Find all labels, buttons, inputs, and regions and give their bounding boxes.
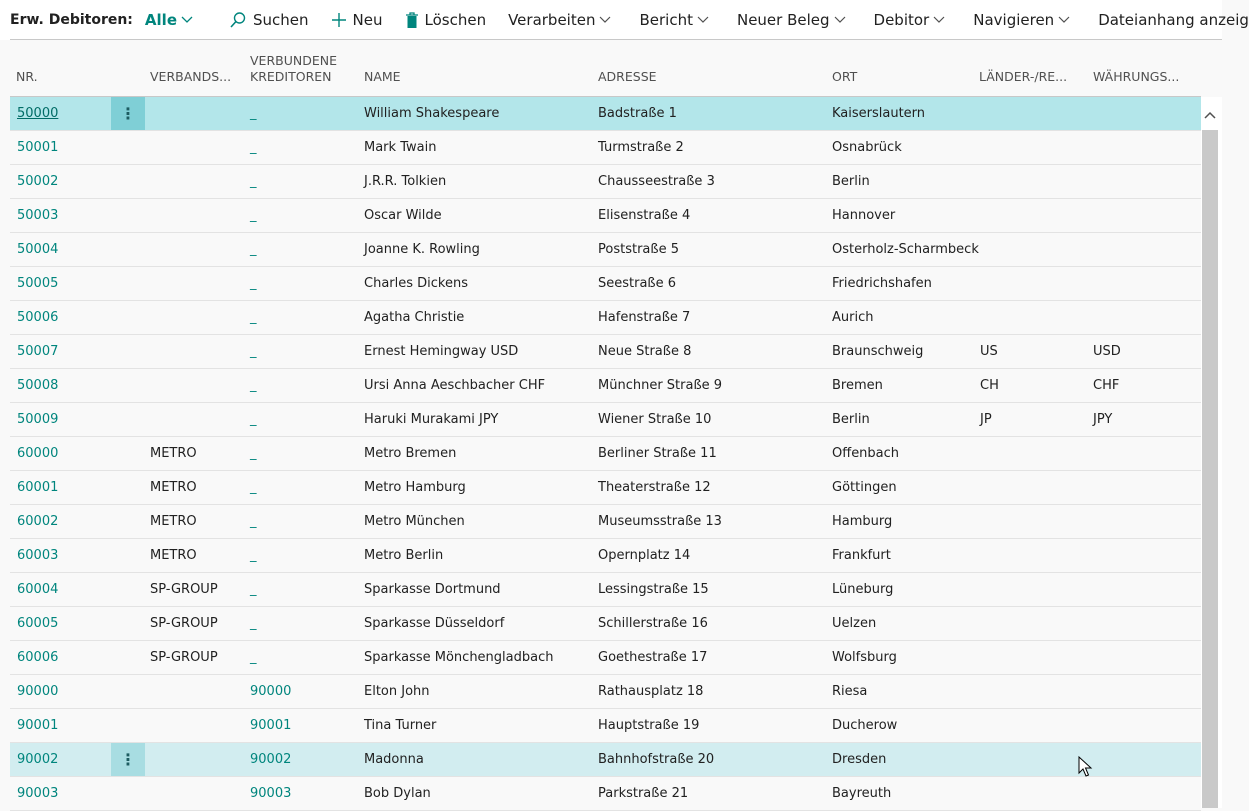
cell-nr-link[interactable]: 50008	[17, 378, 59, 393]
cell-adresse: Parkstraße 21	[598, 786, 689, 801]
cell-verband: METRO	[150, 446, 197, 461]
cell-nr-link[interactable]: 50006	[17, 310, 59, 325]
cell-nr-link[interactable]: 50007	[17, 344, 59, 359]
table-row[interactable]	[10, 335, 1201, 369]
col-header-kreditoren-line2[interactable]: KREDITOREN	[250, 69, 332, 84]
cell-adresse: Elisenstraße 4	[598, 208, 691, 223]
cell-verbundene-kreditoren[interactable]: 90001	[250, 718, 292, 733]
cell-nr-link[interactable]: 60000	[17, 446, 59, 461]
cell-name: Sparkasse Dortmund	[364, 582, 501, 597]
cell-adresse: Neue Straße 8	[598, 344, 692, 359]
cell-nr-link[interactable]: 60002	[17, 514, 59, 529]
cell-adresse: Hafenstraße 7	[598, 310, 691, 325]
chevron-down-icon	[181, 16, 193, 24]
cell-verbundene-kreditoren[interactable]: _	[250, 378, 257, 393]
cell-adresse: Münchner Straße 9	[598, 378, 723, 393]
cell-nr-link[interactable]: 60006	[17, 650, 59, 665]
cell-name: Agatha Christie	[364, 310, 465, 325]
cell-verbundene-kreditoren[interactable]: _	[250, 548, 257, 563]
cell-name: William Shakespeare	[364, 106, 500, 121]
cell-waehrung: JPY	[1093, 412, 1113, 427]
process-menu[interactable]	[508, 11, 617, 29]
view-filter-label: Alle	[144, 11, 177, 29]
cell-name: Sparkasse Düsseldorf	[364, 616, 505, 631]
table-row[interactable]	[10, 573, 1201, 607]
new-button[interactable]	[331, 11, 383, 29]
cell-ort: Hamburg	[832, 514, 893, 529]
new-button-label: Neu	[352, 11, 383, 29]
row-actions-menu-icon[interactable]: ⋮	[111, 97, 145, 130]
table-row[interactable]	[10, 505, 1201, 539]
cell-ort: Aurich	[832, 310, 874, 325]
cell-name: Madonna	[364, 752, 424, 767]
cell-nr-link[interactable]: 50005	[17, 276, 59, 291]
table-row[interactable]	[10, 97, 1201, 131]
table-row[interactable]	[10, 777, 1201, 811]
cell-adresse: Goethestraße 17	[598, 650, 708, 665]
cell-verbundene-kreditoren[interactable]: _	[250, 480, 257, 495]
action-bar	[0, 0, 1249, 40]
cell-ort: Ducherow	[832, 718, 898, 733]
cell-ort: Osterholz-Scharmbeck	[832, 242, 979, 257]
cell-name: Elton John	[364, 684, 430, 699]
customer-menu-label: Debitor	[873, 11, 930, 29]
cell-verbundene-kreditoren[interactable]: _	[250, 140, 257, 155]
col-header-nr[interactable]: NR.	[16, 69, 38, 84]
table-row[interactable]	[10, 641, 1201, 675]
cell-ort: Offenbach	[832, 446, 900, 461]
cell-verbundene-kreditoren[interactable]: _	[250, 514, 257, 529]
cell-name: Joanne K. Rowling	[364, 242, 480, 257]
table-row[interactable]	[10, 403, 1201, 437]
cell-name: Tina Turner	[364, 718, 437, 733]
cell-adresse: Seestraße 6	[598, 276, 677, 291]
table-row[interactable]	[10, 369, 1201, 403]
cell-verbundene-kreditoren[interactable]: _	[250, 242, 257, 257]
search-button[interactable]	[229, 11, 309, 29]
col-header-name[interactable]: NAME	[364, 69, 401, 84]
cell-verband: METRO	[150, 514, 197, 529]
cell-waehrung: CHF	[1093, 378, 1120, 393]
cell-name: Metro Berlin	[364, 548, 444, 563]
cell-verbundene-kreditoren[interactable]: _	[250, 616, 257, 631]
customer-menu[interactable]	[874, 11, 952, 29]
cell-ort: Wolfsburg	[832, 650, 897, 665]
cell-nr-link[interactable]: 50002	[17, 174, 59, 189]
chevron-down-icon	[697, 16, 709, 24]
cell-ort: Uelzen	[832, 616, 877, 631]
table-row[interactable]	[10, 267, 1201, 301]
table-row[interactable]	[10, 675, 1201, 709]
cell-land: CH	[980, 378, 999, 393]
col-header-ort[interactable]: ORT	[832, 69, 858, 84]
cell-adresse: Museumsstraße 13	[598, 514, 722, 529]
col-header-kreditoren-line1[interactable]: VERBUNDENE	[250, 53, 337, 68]
plus-icon	[331, 12, 347, 28]
cell-name: Metro München	[364, 514, 465, 529]
col-header-verband[interactable]: VERBANDS...	[150, 69, 232, 84]
cell-name: Mark Twain	[364, 140, 437, 155]
chevron-down-icon	[933, 16, 945, 24]
cell-verband: METRO	[150, 548, 197, 563]
cell-adresse: Hauptstraße 19	[598, 718, 700, 733]
cell-ort: Lüneburg	[832, 582, 894, 597]
cell-name: Sparkasse Mönchengladbach	[364, 650, 554, 665]
table-row[interactable]	[10, 709, 1201, 743]
column-headers	[10, 40, 1201, 97]
new-document-menu[interactable]	[737, 11, 852, 29]
cell-verbundene-kreditoren[interactable]: _	[250, 310, 257, 325]
show-attachment-label: Dateianhang anzeig	[1098, 11, 1249, 29]
cell-verbundene-kreditoren[interactable]: 90000	[250, 684, 292, 699]
chevron-down-icon	[834, 16, 846, 24]
cell-verbundene-kreditoren[interactable]: _	[250, 208, 257, 223]
cell-name: Metro Hamburg	[364, 480, 466, 495]
cell-land: JP	[980, 412, 992, 427]
cell-nr-link[interactable]: 90002	[17, 752, 59, 767]
cell-adresse: Wiener Straße 10	[598, 412, 712, 427]
cell-name: Bob Dylan	[364, 786, 431, 801]
cell-nr-link[interactable]: 50004	[17, 242, 59, 257]
view-filter-dropdown[interactable]	[145, 11, 193, 29]
cell-ort: Hannover	[832, 208, 896, 223]
cell-name: Oscar Wilde	[364, 208, 442, 223]
cell-name: Ernest Hemingway USD	[364, 344, 519, 359]
cell-ort: Frankfurt	[832, 548, 891, 563]
cell-verbundene-kreditoren[interactable]: _	[250, 582, 257, 597]
cell-adresse: Berliner Straße 11	[598, 446, 717, 461]
cell-ort: Kaiserslautern	[832, 106, 926, 121]
cell-name: Haruki Murakami JPY	[364, 412, 499, 427]
delete-button[interactable]	[405, 11, 487, 29]
col-header-adresse[interactable]: ADRESSE	[598, 69, 657, 84]
table-row[interactable]	[10, 607, 1201, 641]
cell-nr-link[interactable]: 60005	[17, 616, 59, 631]
report-menu[interactable]	[639, 11, 715, 29]
table-row[interactable]	[10, 199, 1201, 233]
cell-verbundene-kreditoren[interactable]: _	[250, 174, 257, 189]
cell-nr-link[interactable]: 90000	[17, 684, 59, 699]
cell-nr-link[interactable]: 60003	[17, 548, 59, 563]
table-row[interactable]	[10, 131, 1201, 165]
table-row[interactable]	[10, 233, 1201, 267]
cell-verbundene-kreditoren[interactable]: _	[250, 106, 257, 121]
table-row[interactable]	[10, 301, 1201, 335]
new-document-menu-label: Neuer Beleg	[736, 11, 830, 29]
col-header-waehrung[interactable]: WÄHRUNGS...	[1093, 69, 1180, 84]
cell-ort: Friedrichshafen	[832, 276, 932, 291]
cell-nr-link[interactable]: 60004	[17, 582, 59, 597]
cell-adresse: Turmstraße 2	[598, 140, 684, 155]
navigate-menu[interactable]	[973, 11, 1076, 29]
cell-nr-link[interactable]: 90003	[17, 786, 59, 801]
cell-nr-link[interactable]: 50000	[17, 106, 59, 121]
cell-verbundene-kreditoren[interactable]: _	[250, 446, 257, 461]
table-row[interactable]	[10, 743, 1201, 777]
cell-adresse: Lessingstraße 15	[598, 582, 709, 597]
cell-verbundene-kreditoren[interactable]: _	[250, 412, 257, 427]
cell-ort: Braunschweig	[832, 344, 924, 359]
scrollbar-thumb[interactable]	[1202, 130, 1218, 808]
report-menu-label: Bericht	[639, 11, 693, 29]
table-row[interactable]	[10, 471, 1201, 505]
customer-list-grid	[10, 40, 1201, 808]
cell-ort: Berlin	[832, 174, 870, 189]
row-actions-menu-icon[interactable]: ⋮	[111, 743, 145, 776]
cell-waehrung: USD	[1093, 344, 1121, 359]
search-button-label: Suchen	[253, 11, 309, 29]
process-menu-label: Verarbeiten	[508, 11, 596, 29]
cell-nr-link[interactable]: 50001	[17, 140, 59, 155]
cell-adresse: Poststraße 5	[598, 242, 679, 257]
delete-button-label: Löschen	[424, 11, 487, 29]
cell-nr-link[interactable]: 50009	[17, 412, 59, 427]
cell-ort: Berlin	[832, 412, 870, 427]
cell-verband: SP-GROUP	[150, 582, 218, 597]
cell-adresse: Chausseestraße 3	[598, 174, 715, 189]
cell-name: J.R.R. Tolkien	[364, 174, 447, 189]
cell-name: Charles Dickens	[364, 276, 468, 291]
search-icon	[229, 11, 247, 29]
cell-verbundene-kreditoren[interactable]: 90002	[250, 752, 292, 767]
cell-ort: Dresden	[832, 752, 887, 767]
cell-ort: Osnabrück	[832, 140, 902, 155]
col-header-land[interactable]: LÄNDER-/RE...	[979, 69, 1068, 84]
table-row[interactable]	[10, 165, 1201, 199]
cell-adresse: Schillerstraße 16	[598, 616, 708, 631]
cell-land: US	[980, 344, 998, 359]
cell-verband: METRO	[150, 480, 197, 495]
cell-nr-link[interactable]: 50003	[17, 208, 59, 223]
cell-name: Metro Bremen	[364, 446, 457, 461]
cell-verbundene-kreditoren[interactable]: _	[250, 650, 257, 665]
cell-verband: SP-GROUP	[150, 650, 218, 665]
show-attachment-button[interactable]	[1098, 11, 1249, 29]
cell-adresse: Theaterstraße 12	[598, 480, 711, 495]
table-row[interactable]	[10, 437, 1201, 471]
cell-verbundene-kreditoren[interactable]: 90003	[250, 786, 292, 801]
cell-ort: Bayreuth	[832, 786, 892, 801]
chevron-down-icon	[599, 16, 611, 24]
cell-verbundene-kreditoren[interactable]: _	[250, 344, 257, 359]
cell-name: Ursi Anna Aeschbacher CHF	[364, 378, 546, 393]
chevron-down-icon	[1058, 16, 1070, 24]
cell-ort: Riesa	[832, 684, 868, 699]
table-row[interactable]	[10, 539, 1201, 573]
cell-verband: SP-GROUP	[150, 616, 218, 631]
navigate-menu-label: Navigieren	[973, 11, 1055, 29]
page-caption: Erw. Debitoren:	[10, 12, 133, 28]
cell-adresse: Opernplatz 14	[598, 548, 691, 563]
cell-nr-link[interactable]: 90001	[17, 718, 59, 733]
cell-ort: Bremen	[832, 378, 883, 393]
scroll-up-arrow-icon[interactable]	[1203, 108, 1217, 122]
cell-nr-link[interactable]: 60001	[17, 480, 59, 495]
cell-adresse: Bahnhofstraße 20	[598, 752, 715, 767]
cell-adresse: Rathausplatz 18	[598, 684, 704, 699]
cell-verbundene-kreditoren[interactable]: _	[250, 276, 257, 291]
mouse-cursor-icon	[1078, 756, 1092, 778]
trash-icon	[405, 12, 419, 29]
cell-ort: Göttingen	[832, 480, 897, 495]
cell-adresse: Badstraße 1	[598, 106, 677, 121]
